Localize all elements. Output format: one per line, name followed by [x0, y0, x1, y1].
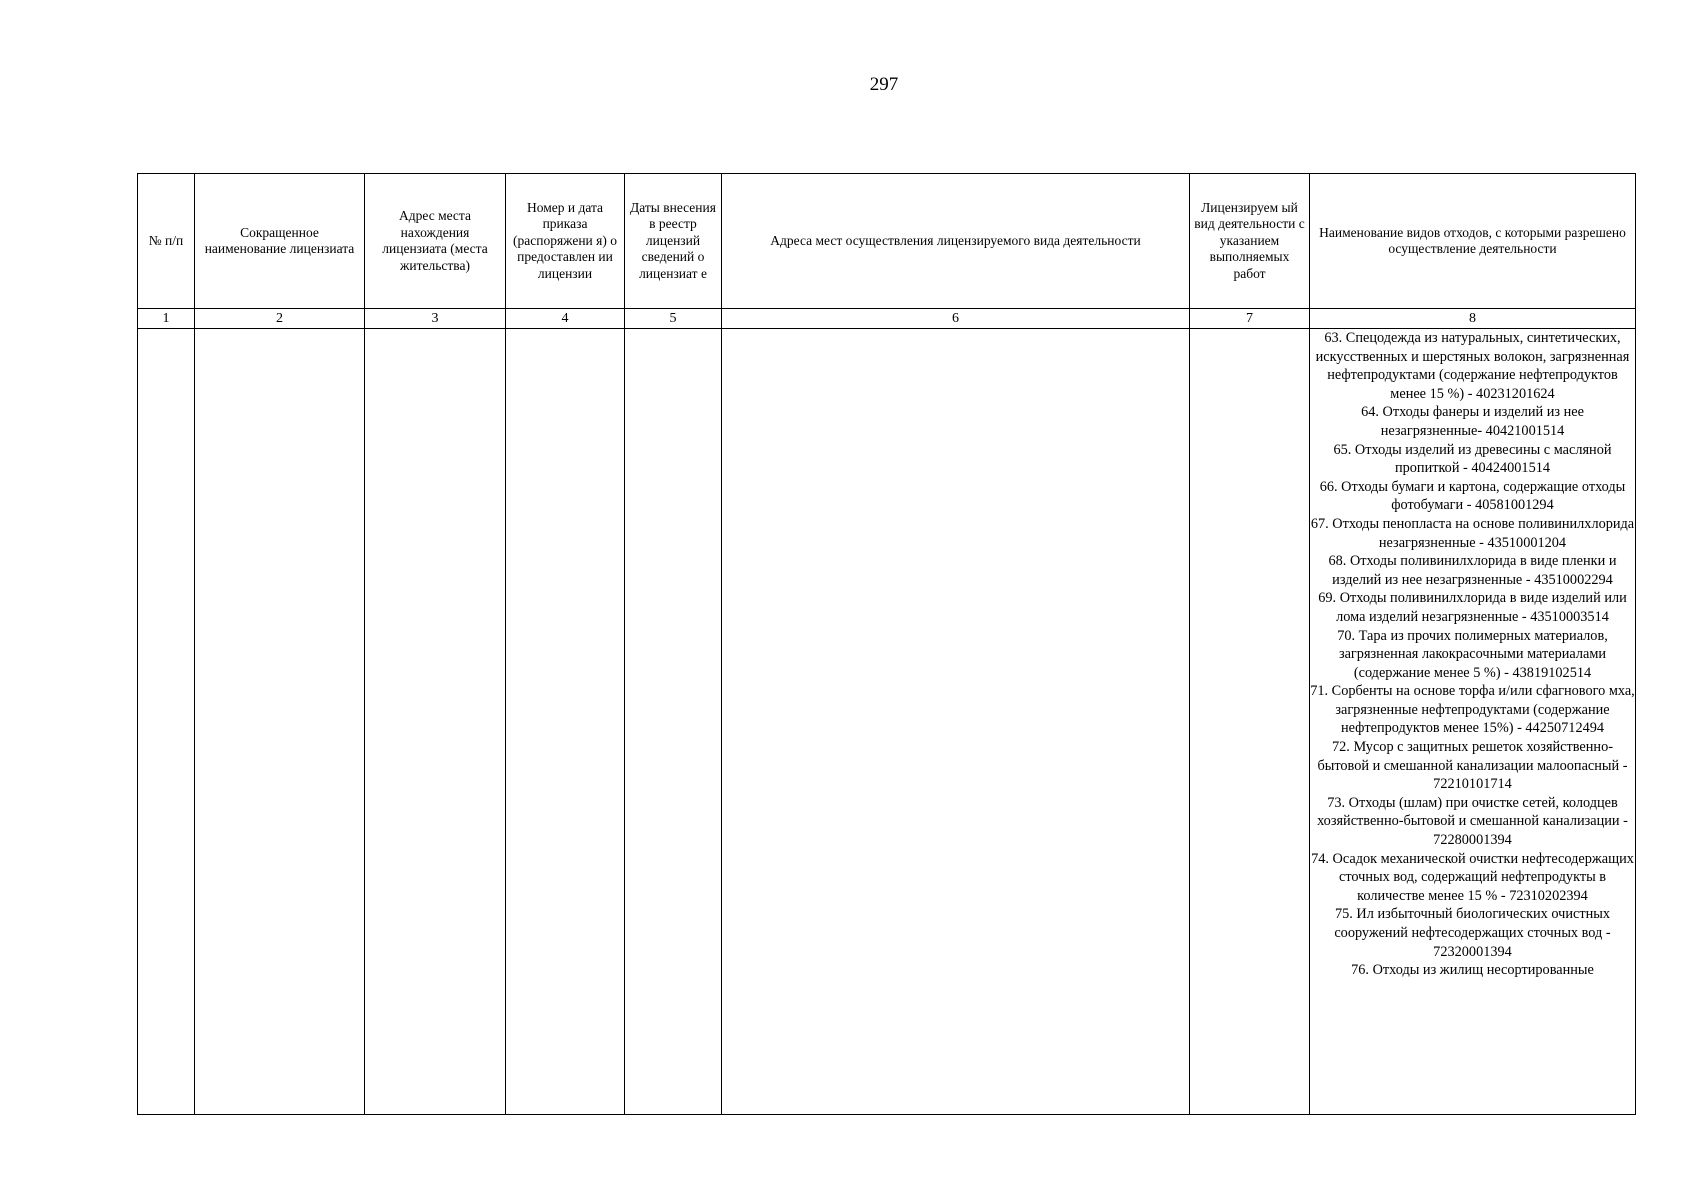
header-cell-licensed-activity: Лицензируем ый вид деятельности с указанием выполняемых работ — [1190, 174, 1310, 309]
waste-item: 73. Отходы (шлам) при очистке сетей, колодцев хозяйственно-бытовой и смешанной канализации - 72280001394 — [1317, 794, 1628, 849]
waste-item: 63. Спецодежда из натуральных, синтетических, искусственных и шерстяных волокон, загрязненная нефтепродуктами (содержание нефтепродуктов менее 15 %) - 40231201624 — [1315, 330, 1630, 402]
table-cell-licensed-activity — [1190, 329, 1310, 1115]
header-cell-activity-addresses: Адреса мест осуществления лицензируемого вида деятельности — [722, 174, 1190, 309]
waste-item: 68. Отходы поливинилхлорида в виде пленки и изделий из нее незагрязненные - 43510002294 — [1328, 553, 1617, 588]
table-cell-waste-types — [1310, 329, 1636, 1115]
table-cell-registry-dates — [625, 329, 722, 1115]
waste-item: 65. Отходы изделий из древесины с масляной пропиткой - 40424001514 — [1333, 441, 1612, 477]
table-cell-order-number-date — [506, 329, 625, 1115]
header-cell-licensee-address: Адрес места нахождения лицензиата (места жительства) — [365, 174, 506, 309]
waste-item: 69. Отходы поливинилхлорида в виде изделий или лома изделий незагрязненные - 43510003514 — [1318, 590, 1627, 625]
column-number-cell: 5 — [625, 309, 722, 329]
waste-item: 67. Отходы пенопласта на основе поливинилхлорида незагрязненные - 43510001204 — [1310, 515, 1635, 551]
column-number-cell: 8 — [1310, 309, 1636, 329]
waste-item: 75. Ил избыточный биологических очистных сооружений нефтесодержащих сточных вод - 72320001394 — [1334, 906, 1611, 960]
waste-item: 76. Отходы из жилищ несортированные — [1351, 962, 1594, 979]
column-number-cell: 2 — [195, 309, 365, 329]
header-cell-number: № п/п — [138, 174, 195, 309]
waste-item: 74. Осадок механической очистки нефтесодержащих сточных вод, содержащий нефтепродукты в количестве менее 15 % - 72310202394 — [1311, 850, 1634, 904]
header-cell-waste-types: Наименование видов отходов, с которыми разрешено осуществление деятельности — [1310, 174, 1636, 309]
table-cell-number — [138, 329, 195, 1115]
header-cell-short-name: Сокращенное наименование лицензиата — [195, 174, 365, 309]
page-number: 297 — [869, 74, 899, 95]
column-number-cell: 7 — [1190, 309, 1310, 329]
license-registry-table — [137, 173, 1636, 1115]
header-cell-registry-dates: Даты внесения в реестр лицензий сведений о лицензиат е — [625, 174, 722, 309]
table-row — [138, 329, 1636, 1115]
waste-item: 72. Мусор с защитных решеток хозяйственно-бытовой и смешанной канализации малоопасный - 72210101714 — [1317, 739, 1628, 793]
column-number-cell: 3 — [365, 309, 506, 329]
table-cell-licensee-address — [365, 329, 506, 1115]
column-number-cell: 6 — [722, 309, 1190, 329]
table-cell-short-name — [195, 329, 365, 1115]
waste-item: 71. Сорбенты на основе торфа и/или сфагнового мха, загрязненные нефтепродуктами (содержание нефтепродуктов менее 15%) - 44250712494 — [1310, 683, 1635, 737]
column-number-row — [138, 309, 1636, 329]
waste-item: 66. Отходы бумаги и картона, содержащие отходы фотобумаги - 40581001294 — [1319, 478, 1626, 514]
column-number-cell: 4 — [506, 309, 625, 329]
header-cell-order-number-date: Номер и дата приказа (распоряжени я) о предоставлен ии лицензии — [506, 174, 625, 309]
column-number-cell: 1 — [138, 309, 195, 329]
table-header-row — [138, 174, 1636, 309]
waste-item: 70. Тара из прочих полимерных материалов, загрязненная лакокрасочными материалами (содержание менее 5 %) - 43819102514 — [1337, 627, 1608, 681]
waste-item: 64. Отходы фанеры и изделий из нее незагрязненные- 40421001514 — [1361, 404, 1584, 439]
table-cell-activity-addresses — [722, 329, 1190, 1115]
